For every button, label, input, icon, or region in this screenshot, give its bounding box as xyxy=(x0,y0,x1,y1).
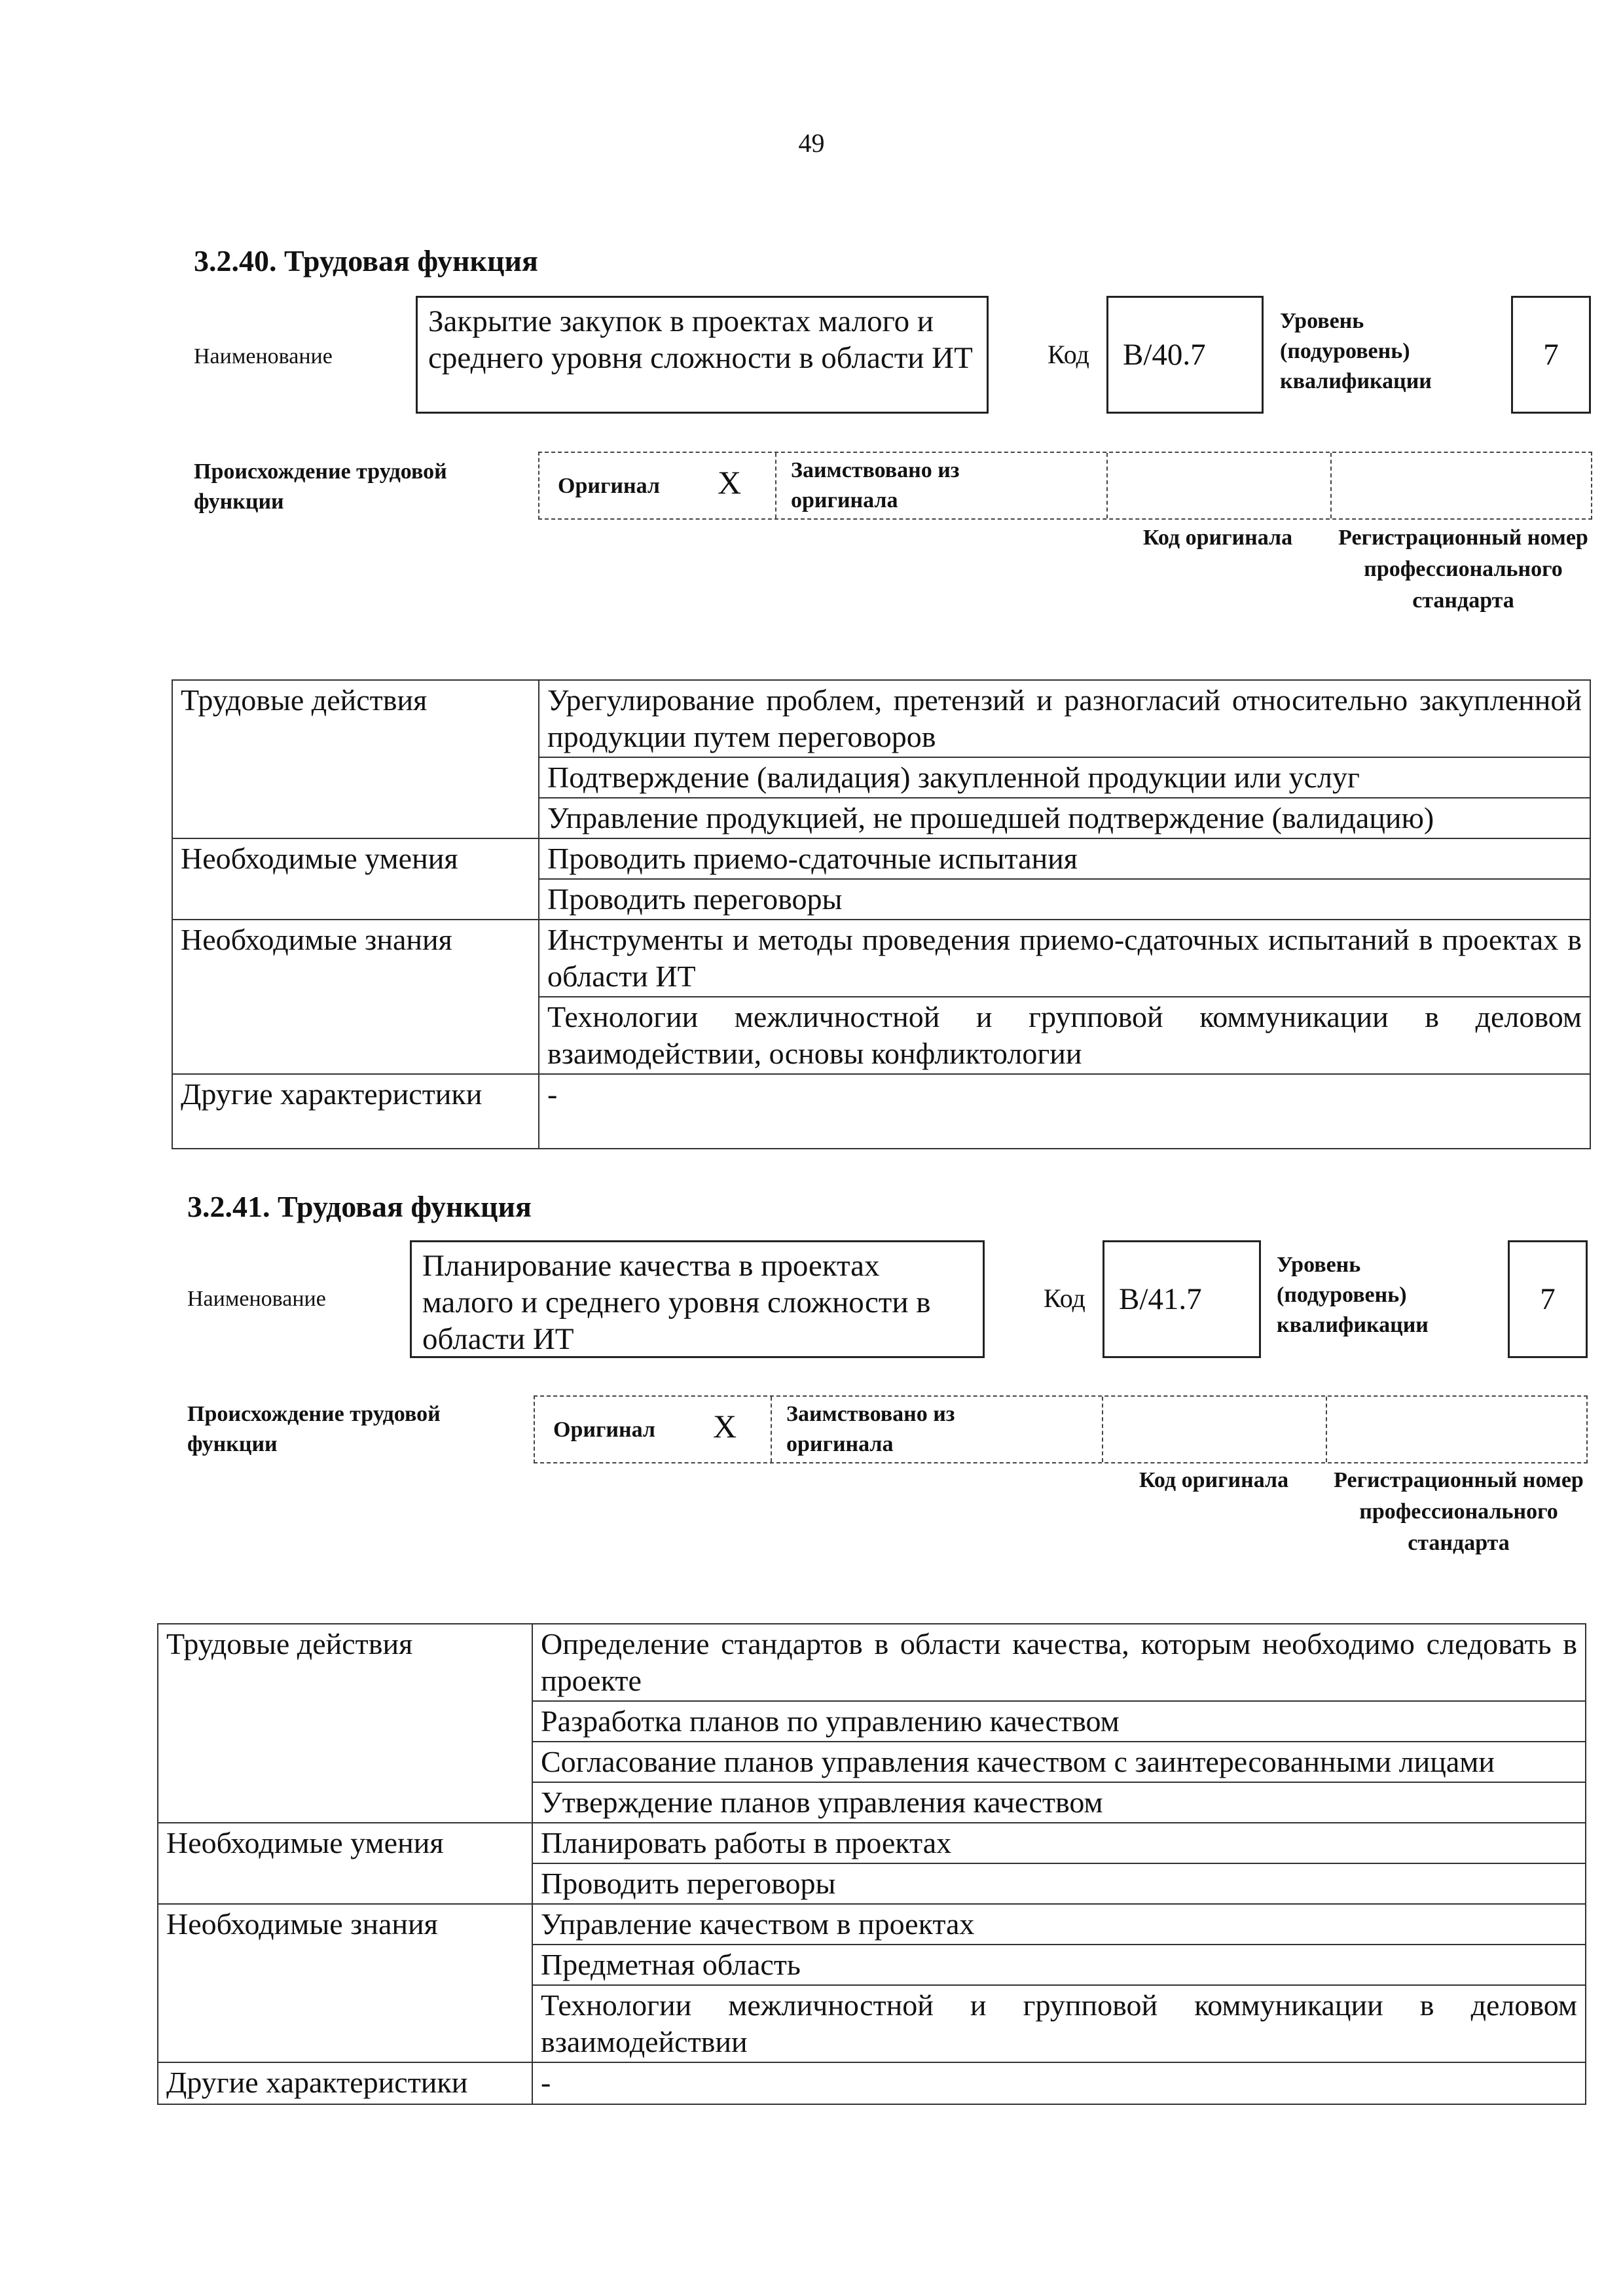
table-row xyxy=(158,1904,1586,1945)
table-row xyxy=(172,838,1590,879)
action-item: Утверждение планов управления качеством xyxy=(532,1782,1586,1823)
action-item: Управление продукцией, не прошедшей подтверждение (валидацию) xyxy=(539,798,1590,838)
level-label: Уровень (подуровень) квалификации xyxy=(1277,1253,1429,1337)
table-row xyxy=(172,1074,1590,1149)
table-row xyxy=(158,2062,1586,2104)
function-name-box: Закрытие закупок в проектах малого и среднего уровня сложности в области ИТ xyxy=(416,296,989,414)
section-title: 3.2.40. Трудовая функция xyxy=(194,244,538,278)
origin-label: Происхождение трудовой функции xyxy=(194,459,447,514)
knowledge-label: Необходимые знания xyxy=(172,920,539,1074)
knowledge-item: Предметная область xyxy=(532,1945,1586,1985)
origin-divider xyxy=(771,1397,772,1462)
origin-divider xyxy=(1330,453,1332,518)
origin-row xyxy=(534,1395,1588,1463)
level-label: Уровень (подуровень) квалификации xyxy=(1280,309,1432,393)
qualification-level: 7 xyxy=(1508,1240,1588,1358)
table-row xyxy=(172,680,1590,757)
action-item: Определение стандартов в области качества, которым необходимо следовать в проекте xyxy=(532,1624,1586,1701)
action-item: Разработка планов по управлению качеством xyxy=(532,1701,1586,1742)
table-row xyxy=(158,1624,1586,1701)
skills-label: Необходимые умения xyxy=(158,1823,532,1904)
origin-divider xyxy=(1102,1397,1103,1462)
other-value: - xyxy=(532,2062,1586,2104)
actions-label: Трудовые действия xyxy=(172,680,539,838)
section-title: 3.2.41. Трудовая функция xyxy=(187,1190,532,1223)
origin-divider xyxy=(1106,453,1108,518)
origin-divider xyxy=(775,453,776,518)
borrowed-label: Заимствовано из оригинала xyxy=(791,458,960,512)
action-item: Подтверждение (валидация) закупленной продукции или услуг xyxy=(539,757,1590,798)
other-label: Другие характеристики xyxy=(172,1074,539,1149)
table-row xyxy=(172,920,1590,997)
origin-divider xyxy=(1326,1397,1327,1462)
reg-number-caption: Регистрационный номер профессионального стандарта xyxy=(1334,1468,1584,1555)
origin-code-caption: Код оригинала xyxy=(1142,526,1293,550)
qualification-level: 7 xyxy=(1511,296,1591,414)
page-number: 49 xyxy=(798,128,825,158)
original-mark: X xyxy=(718,464,742,501)
function-table xyxy=(157,1623,1586,2105)
knowledge-item: Инструменты и методы проведения приемо-сдаточных испытаний в проектах в области ИТ xyxy=(539,920,1590,997)
origin-code-caption: Код оригинала xyxy=(1139,1468,1289,1492)
reg-number-caption: Регистрационный номер профессионального стандарта xyxy=(1338,526,1588,613)
knowledge-item: Технологии межличностной и групповой коммуникации в деловом взаимодействии xyxy=(532,1985,1586,2062)
other-label: Другие характеристики xyxy=(158,2062,532,2104)
knowledge-item: Технологии межличностной и групповой коммуникации в деловом взаимодействии, основы конфликтологии xyxy=(539,997,1590,1074)
original-label: Оригинал xyxy=(558,474,660,498)
function-table xyxy=(172,679,1591,1149)
skill-item: Проводить переговоры xyxy=(532,1863,1586,1904)
name-label: Наименование xyxy=(194,344,333,368)
skill-item: Проводить приемо-сдаточные испытания xyxy=(539,838,1590,879)
original-label: Оригинал xyxy=(553,1418,655,1442)
function-code: В/41.7 xyxy=(1103,1240,1261,1358)
action-item: Согласование планов управления качеством с заинтересованными лицами xyxy=(532,1742,1586,1782)
knowledge-item: Управление качеством в проектах xyxy=(532,1904,1586,1945)
skill-item: Планировать работы в проектах xyxy=(532,1823,1586,1863)
table-row xyxy=(158,1823,1586,1863)
action-item: Урегулирование проблем, претензий и разногласий относительно закупленной продукции путем переговоров xyxy=(539,680,1590,757)
actions-label: Трудовые действия xyxy=(158,1624,532,1823)
code-label: Код xyxy=(1044,1283,1085,1313)
original-mark: X xyxy=(713,1408,737,1444)
borrowed-label: Заимствовано из оригинала xyxy=(786,1402,955,1456)
knowledge-label: Необходимые знания xyxy=(158,1904,532,2062)
function-code: В/40.7 xyxy=(1106,296,1264,414)
code-label: Код xyxy=(1048,340,1089,369)
origin-row xyxy=(538,452,1592,520)
other-value: - xyxy=(539,1074,1590,1149)
skill-item: Проводить переговоры xyxy=(539,879,1590,920)
function-name-box: Планирование качества в проектах малого и среднего уровня сложности в области ИТ xyxy=(410,1240,985,1358)
name-label: Наименование xyxy=(187,1287,326,1311)
skills-label: Необходимые умения xyxy=(172,838,539,920)
origin-label: Происхождение трудовой функции xyxy=(187,1402,441,1456)
